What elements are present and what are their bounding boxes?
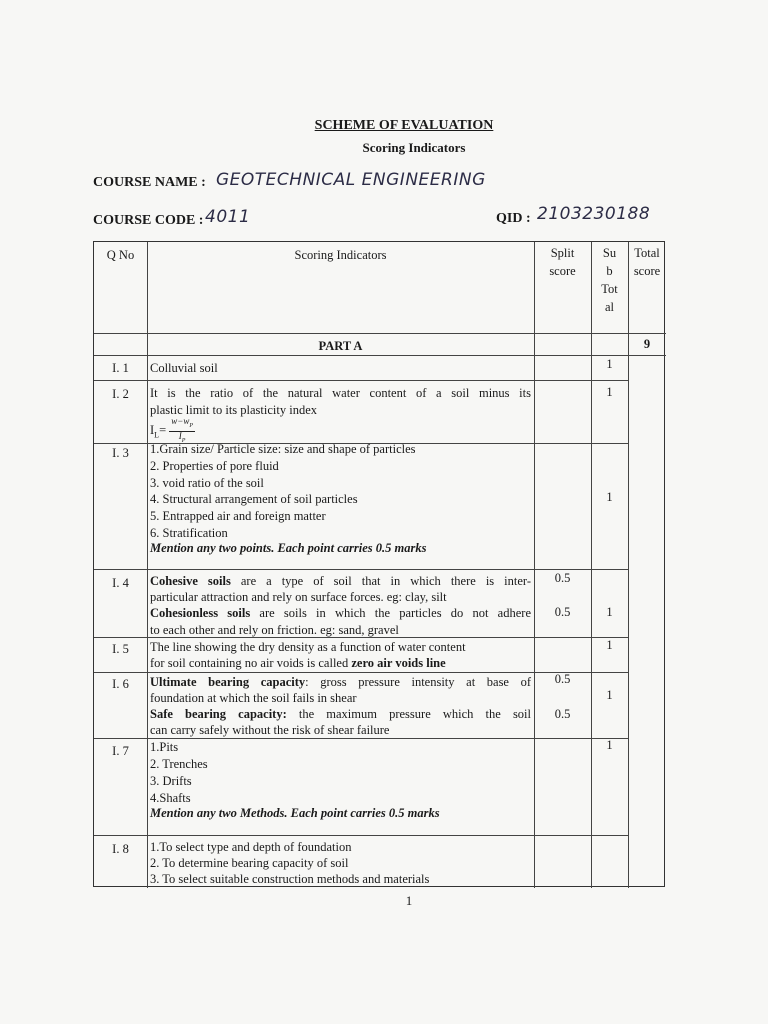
col-divider bbox=[534, 242, 535, 888]
scoring-table bbox=[93, 241, 665, 887]
subtotal-i2: 1 bbox=[606, 385, 613, 399]
qno-i4: I. 4 bbox=[112, 576, 129, 590]
header-split-2: score bbox=[549, 264, 576, 278]
answer-i2-line1: It is the ratio of the natural water content of a soil minus its bbox=[150, 386, 531, 400]
row-divider bbox=[94, 355, 666, 356]
cohesive-soils-text: are a type of soil that in which there is inter- bbox=[230, 574, 531, 588]
cohesionless-soils-term: Cohesionless soils bbox=[150, 606, 251, 620]
course-name-handwritten: GEOTECHNICAL ENGINEERING bbox=[216, 170, 486, 190]
header-total-2: score bbox=[633, 264, 661, 278]
row-divider bbox=[94, 835, 628, 836]
answer-i3-item: 2. Properties of pore fluid bbox=[150, 459, 279, 473]
answer-i8-item: 1.To select type and depth of foundation bbox=[150, 840, 352, 854]
header-split-1: Split bbox=[550, 246, 575, 260]
formula-lhs-sub: L bbox=[154, 430, 160, 440]
row-divider bbox=[94, 333, 666, 334]
answer-i4-line2: particular attraction and rely on surface forces. eg: clay, silt bbox=[150, 590, 447, 604]
answer-i6-line2: foundation at which the soil fails in shear bbox=[150, 691, 357, 705]
page-number: 1 bbox=[405, 893, 413, 908]
qid-label: QID : bbox=[496, 211, 531, 226]
qno-i3: I. 3 bbox=[112, 446, 129, 460]
subtotal-i5: 1 bbox=[606, 638, 613, 652]
answer-i5-line1: The line showing the dry density as a function of water content bbox=[150, 640, 466, 654]
answer-i5-text: for soil containing no air voids is called bbox=[150, 656, 352, 670]
cohesionless-soils-text: are soils in which the particles do not adhere bbox=[250, 606, 531, 620]
header-total-1: Total bbox=[634, 246, 660, 260]
document-subtitle: Scoring Indicators bbox=[362, 140, 466, 155]
subtotal-i3: 1 bbox=[606, 490, 613, 504]
answer-i7-item: 1.Pits bbox=[150, 740, 179, 754]
ultimate-bearing-text: : gross pressure intensity at base of bbox=[305, 675, 531, 689]
zero-air-voids-term: zero air voids line bbox=[351, 656, 446, 670]
course-code-handwritten: 4011 bbox=[205, 207, 251, 227]
course-name-label: COURSE NAME : bbox=[93, 175, 206, 190]
formula-denominator-sub: P bbox=[181, 437, 186, 444]
answer-i7-item: 4.Shafts bbox=[150, 791, 191, 805]
answer-i1: Colluvial soil bbox=[150, 361, 218, 375]
qno-i1: I. 1 bbox=[112, 361, 129, 375]
qid-handwritten: 2103230188 bbox=[537, 204, 651, 224]
answer-i3-item: 1.Grain size/ Particle size: size and shape of particles bbox=[150, 442, 416, 456]
split-i6-a: 0.5 bbox=[554, 672, 571, 686]
formula-numerator: w−w bbox=[171, 416, 190, 426]
answer-i5-line2 bbox=[150, 655, 446, 672]
header-sub-2: b bbox=[606, 264, 613, 278]
answer-i2-line2: plastic limit to its plasticity index bbox=[150, 403, 317, 417]
qno-i8: I. 8 bbox=[112, 842, 129, 856]
header-sub-3: Tot bbox=[601, 282, 618, 296]
part-a-label: PART A bbox=[318, 339, 363, 353]
answer-i6-line1 bbox=[150, 674, 531, 691]
answer-i6-line4: can carry safely without the risk of shear failure bbox=[150, 723, 390, 737]
split-i4-a: 0.5 bbox=[554, 571, 571, 585]
qno-i2: I. 2 bbox=[112, 387, 129, 401]
qno-i7: I. 7 bbox=[112, 744, 129, 758]
document-title: SCHEME OF EVALUATION bbox=[314, 118, 494, 133]
col-divider bbox=[591, 242, 592, 888]
cohesive-soils-term: Cohesive soils bbox=[150, 574, 231, 588]
answer-i3-item: 5. Entrapped air and foreign matter bbox=[150, 509, 326, 523]
answer-i4-line3 bbox=[150, 605, 531, 622]
answer-i4-line4: to each other and rely on friction. eg: sand, gravel bbox=[150, 623, 399, 637]
safe-bearing-term: Safe bearing capacity: bbox=[150, 707, 287, 721]
formula-numerator-sub: P bbox=[189, 422, 194, 429]
header-sub-4: al bbox=[604, 300, 615, 314]
formula-lhs: I bbox=[150, 423, 155, 438]
subtotal-i4: 1 bbox=[606, 605, 613, 619]
answer-i8-item: 3. To select suitable construction methods and materials bbox=[150, 872, 430, 886]
split-i4-b: 0.5 bbox=[554, 605, 571, 619]
subtotal-i1: 1 bbox=[606, 357, 613, 371]
safe-bearing-text: the maximum pressure which the soil bbox=[286, 707, 532, 721]
header-scoring-indicators: Scoring Indicators bbox=[294, 248, 387, 262]
qno-i6: I. 6 bbox=[112, 677, 129, 691]
answer-i3-item: 4. Structural arrangement of soil particles bbox=[150, 492, 358, 506]
answer-i7-note: Mention any two Methods. Each point carries 0.5 marks bbox=[150, 806, 440, 820]
answer-i3-item: 6. Stratification bbox=[150, 526, 228, 540]
formula-equals: = bbox=[159, 423, 167, 438]
ultimate-bearing-term: Ultimate bearing capacity bbox=[150, 675, 306, 689]
answer-i7-item: 2. Trenches bbox=[150, 757, 208, 771]
part-a-total: 9 bbox=[643, 337, 651, 351]
subtotal-i6: 1 bbox=[606, 688, 613, 702]
header-qno: Q No bbox=[106, 248, 135, 262]
subtotal-i7: 1 bbox=[606, 738, 613, 752]
header-sub-1: Su bbox=[602, 246, 617, 260]
split-i6-b: 0.5 bbox=[554, 707, 571, 721]
answer-i7-item: 3. Drifts bbox=[150, 774, 192, 788]
course-code-label: COURSE CODE : bbox=[93, 213, 204, 228]
answer-i3-note: Mention any two points. Each point carries 0.5 marks bbox=[150, 541, 427, 555]
row-divider bbox=[94, 380, 628, 381]
answer-i8-item: 2. To determine bearing capacity of soil bbox=[150, 856, 349, 870]
formula-denominator: I bbox=[178, 430, 182, 441]
answer-i4-line1 bbox=[150, 573, 531, 590]
qno-i5: I. 5 bbox=[112, 642, 129, 656]
answer-i3-item: 3. void ratio of the soil bbox=[150, 476, 264, 490]
answer-i6-line3 bbox=[150, 706, 531, 723]
